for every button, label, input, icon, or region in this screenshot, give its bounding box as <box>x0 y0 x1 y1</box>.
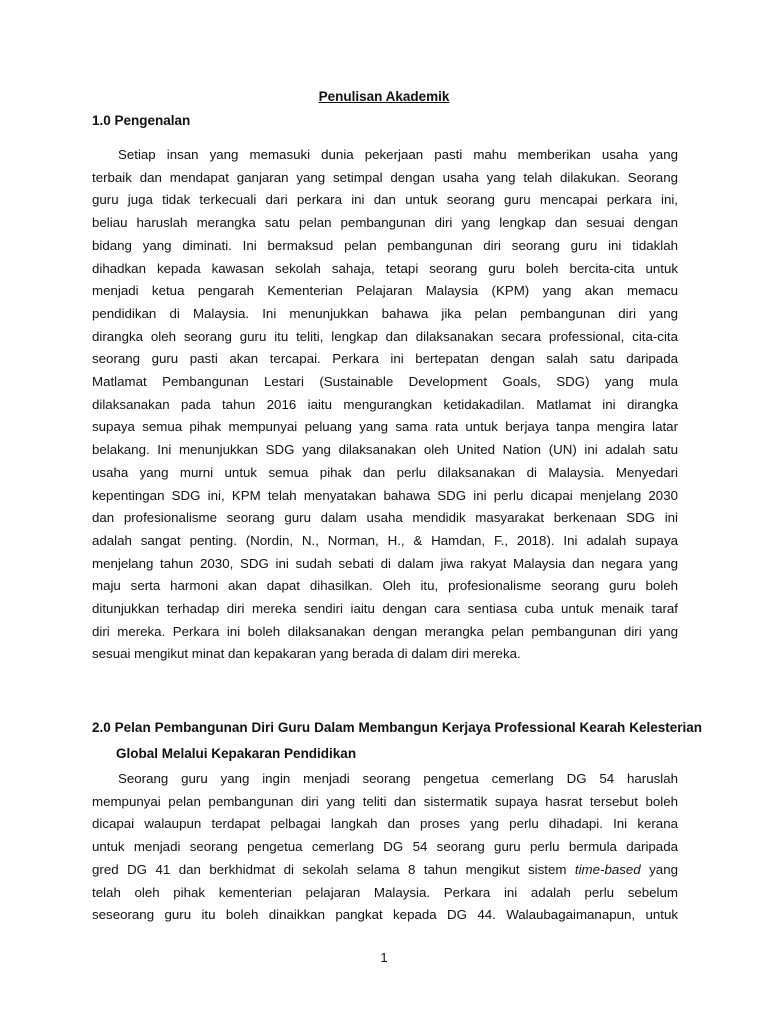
paragraph-line: untuk menjadi seorang pengetua cemerlang DG 54 seorang guru perlu bermula daripada <box>92 839 678 855</box>
paragraph-line: beliau haruslah merangka satu pelan pembangunan diri yang lengkap dan sesuai dengan <box>92 215 678 231</box>
paragraph-line: terbaik dan mendapat ganjaran yang setimpal dengan usaha yang telah dilakukan. Seorang <box>92 169 678 185</box>
section-heading-pengenalan: 1.0 Pengenalan <box>92 113 191 128</box>
paragraph-line: adalah sangat penting. (Nordin, N., Norman, H., & Hamdan, F., 2018). Ini adalah supaya <box>92 532 678 548</box>
paragraph-line: seorang guru pasti akan tercapai. Perkara ini bertepatan dengan salah satu daripada <box>92 351 678 367</box>
paragraph-line: bidang yang diminati. Ini bermaksud pelan pembangunan diri seorang guru ini tidaklah <box>92 237 678 253</box>
paragraph-line: ditunjukkan terhadap diri mereka sendiri iaitu dengan cara sentiasa cuba untuk menaik taraf <box>92 601 678 617</box>
paragraph-line: diri mereka. Perkara ini boleh dilaksanakan dengan merangka pelan pembangunan diri yang <box>92 623 678 639</box>
paragraph-line: mempunyai pelan pembangunan diri yang teliti dan sistermatik supaya hasrat tersebut boleh <box>92 793 678 809</box>
paragraph-line: seseorang guru itu boleh dinaikkan pangkat kepada DG 44. Walaubagaimanapun, untuk <box>92 907 678 923</box>
section-heading-pelan-pembangunan: 2.0 Pelan Pembangunan Diri Guru Dalam Membangun Kerjaya Professional Kearah Kelesterian Global Melalui Kepakaran Pendidikan <box>92 720 702 761</box>
paragraph-line: pendidikan di Malaysia. Ini menunjukkan bahawa jika pelan pembangunan diri yang <box>92 305 678 321</box>
line-segment: gred DG 41 dan berkhidmat di sekolah selama 8 tahun mengikut sistem <box>92 861 567 877</box>
section-paragraph-pengenalan <box>92 144 678 666</box>
section-paragraph-pelan-pembangunan <box>92 768 678 927</box>
paragraph-line: maju serta harmoni akan dapat dihasilkan. Oleh itu, profesionalisme seorang guru boleh <box>92 578 678 594</box>
paragraph-line: usaha yang murni untuk semua pihak dan perlu dilaksanakan di Malaysia. Menyedari <box>92 464 678 480</box>
paragraph-line: guru juga tidak terkecuali dari perkara ini dan untuk seorang guru mencapai perkara ini, <box>92 192 678 208</box>
page-number: 1 <box>380 950 388 965</box>
paragraph-line: dan profesionalisme seorang guru dalam usaha mendidik masyarakat berkenaan SDG ini <box>92 510 678 526</box>
italic-term: time-based <box>574 861 641 877</box>
paragraph-line: Matlamat Pembangunan Lestari (Sustainable Development Goals, SDG) yang mula <box>92 374 678 390</box>
paragraph-line: dilaksanakan pada tahun 2016 iaitu mengurangkan ketidakadilan. Matlamat ini dirangka <box>92 396 678 412</box>
paragraph-line: telah oleh pihak kementerian pelajaran Malaysia. Perkara ini adalah perlu sebelum <box>92 884 678 900</box>
document-title: Penulisan Akademik <box>318 89 450 104</box>
paragraph-line: belakang. Ini menunjukkan SDG yang dilaksanakan oleh United Nation (UN) ini adalah satu <box>92 442 678 458</box>
paragraph-line: Seorang guru yang ingin menjadi seorang pengetua cemerlang DG 54 haruslah <box>118 771 678 786</box>
line-segment: yang <box>649 861 678 877</box>
paragraph-line: sesuai mengikut minat dan kepakaran yang berada di dalam diri mereka. <box>92 646 521 662</box>
paragraph-line: supaya semua pihak mempunyai peluang yang sama rata untuk berjaya tanpa mengira latar <box>92 419 678 435</box>
paragraph-line: dirangka oleh seorang guru itu teliti, lengkap dan dilaksanakan secara professional, cita-cita <box>92 328 678 344</box>
paragraph-line: dihadkan kepada kawasan sekolah sahaja, tetapi seorang guru boleh bercita-cita untuk <box>92 260 678 276</box>
paragraph-line: menjadi ketua pengarah Kementerian Pelajaran Malaysia (KPM) yang akan memacu <box>92 283 678 299</box>
paragraph-line: dicapai walaupun terdapat pelbagai langkah dan proses yang perlu dihadapi. Ini kerana <box>92 816 678 832</box>
paragraph-line: kepentingan SDG ini, KPM telah menyatakan bahawa SDG ini perlu dicapai menjelang 2030 <box>92 487 678 503</box>
paragraph-line: menjelang tahun 2030, SDG ini sudah sebati di dalam jiwa rakyat Malaysia dan negara yang <box>92 555 678 571</box>
paragraph-line: Setiap insan yang memasuki dunia pekerjaan pasti mahu memberikan usaha yang <box>118 147 678 162</box>
paragraph-line <box>92 859 678 882</box>
